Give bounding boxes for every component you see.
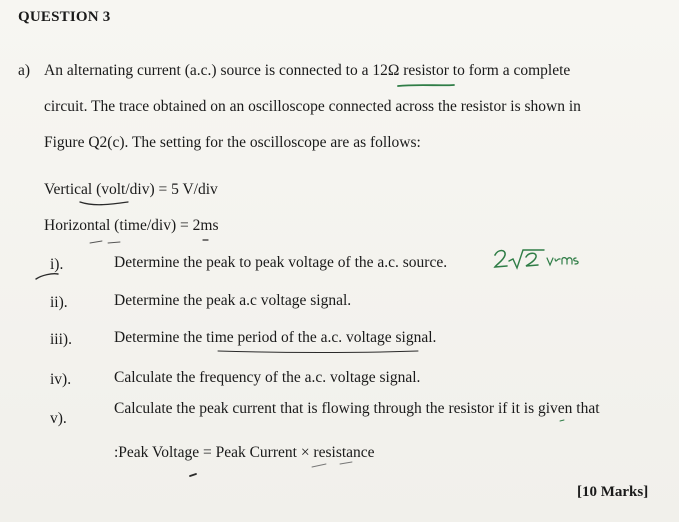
- item-4-text: Calculate the frequency of the a.c. voltage signal.: [114, 369, 421, 386]
- horizontal-setting-underline: [90, 241, 120, 243]
- formula-text: :Peak Voltage = Peak Current × resistance: [114, 444, 375, 461]
- part-a-line-3: Figure Q2(c). The setting for the oscilloscope are as follows:: [44, 134, 421, 151]
- item-3-text: Determine the time period of the a.c. voltage signal.: [114, 329, 437, 346]
- stray-green-mark: [560, 420, 564, 421]
- resistor-value-underline: [398, 85, 454, 86]
- item-5-text: Calculate the peak current that is flowing through the resistor if it is given that: [114, 400, 600, 417]
- marks-label: [10 Marks]: [577, 484, 649, 500]
- time-period-underline: [218, 351, 418, 353]
- setting-vertical: Vertical (volt/div) = 5 V/div: [44, 181, 218, 198]
- item-1-text: Determine the peak to peak voltage of the a.c. source.: [114, 254, 448, 271]
- item-4-number: iv).: [50, 371, 72, 388]
- item-2-number: ii).: [50, 294, 68, 311]
- item-5-number: v).: [50, 410, 67, 427]
- vertical-setting-underline: [80, 202, 128, 205]
- question-heading: QUESTION 3: [18, 9, 111, 25]
- part-a-label: a): [18, 62, 31, 79]
- part-a-line-2: circuit. The trace obtained on an oscilloscope connected across the resistor is shown in: [44, 98, 581, 115]
- item-1-tick: [36, 274, 58, 279]
- item-1-number: i).: [50, 256, 64, 273]
- part-a-line-1: An alternating current (a.c.) source is connected to a 12Ω resistor to form a complete: [44, 62, 571, 79]
- formula-tick: [190, 474, 196, 476]
- item-3-number: iii).: [50, 331, 72, 348]
- setting-horizontal: Horizontal (time/div) = 2ms: [44, 217, 219, 234]
- formula-underline: [312, 462, 352, 467]
- item-2-text: Determine the peak a.c voltage signal.: [114, 292, 352, 309]
